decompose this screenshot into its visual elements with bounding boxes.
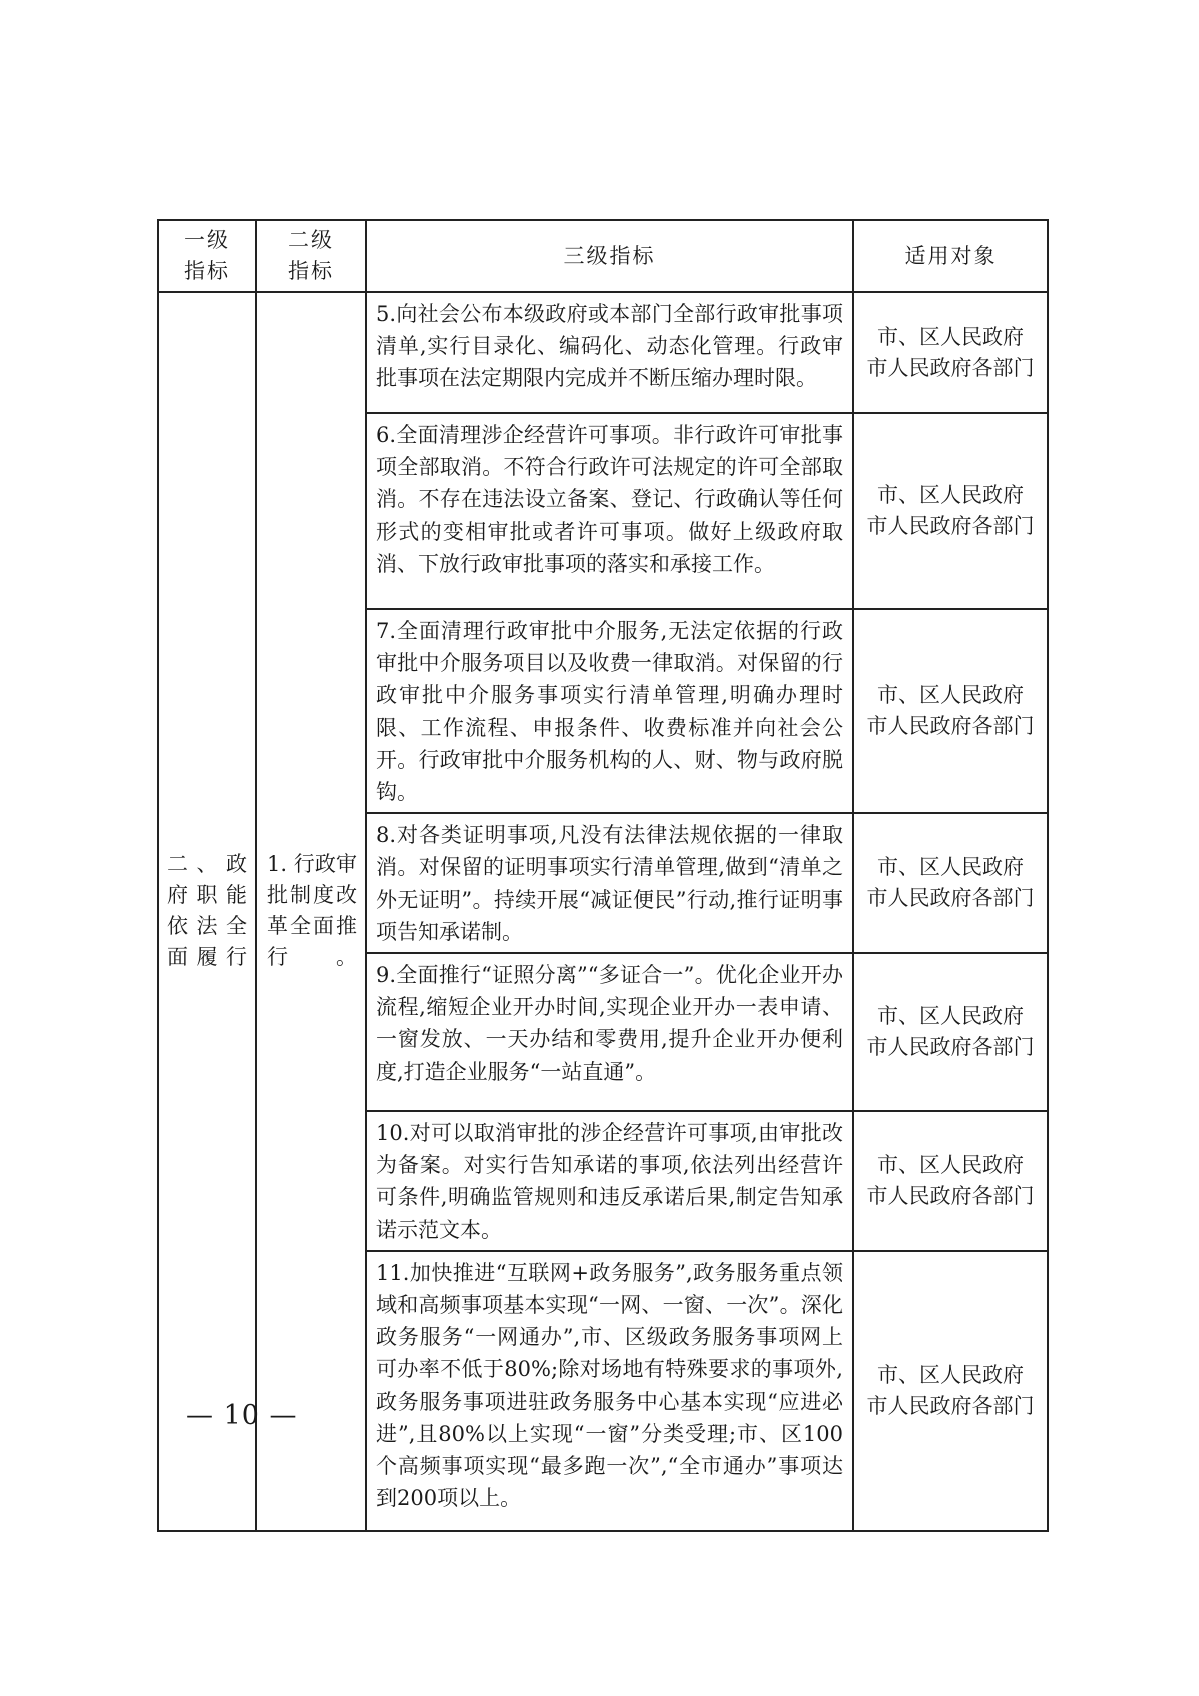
item-text: 9.全面推行“证照分离”“多证合一”。优化企业开办流程,缩短企业开办时间,实现企业开办一表申请、一窗发放、一天办结和零费用,提升企业开办便利度,打造企业服务“一站直通”。 <box>366 953 853 1111</box>
indicator-table <box>157 219 1049 1532</box>
target-line: 市人民政府各部门 <box>866 1183 1035 1208</box>
item-text: 7.全面清理行政审批中介服务,无法定依据的行政审批中介服务项目以及收费一律取消。对保留的行政审批中介服务事项实行清单管理,明确办理时限、工作流程、申报条件、收费标准并向社会公开。行政审批中介服务机构的人、财、物与政府脱钩。 <box>366 609 853 813</box>
target-line: 市、区人民政府 <box>877 1004 1024 1029</box>
item-text: 6.全面清理涉企经营许可事项。非行政许可审批事项全部取消。不符合行政许可法规定的许可全部取消。不存在违法设立备案、登记、行政确认等任何形式的变相审批或者许可事项。做好上级政府取消、下放行政审批事项的落实和承接工作。 <box>366 413 853 609</box>
target-line: 市人民政府各部门 <box>866 1393 1035 1418</box>
target-line: 市人民政府各部门 <box>866 355 1035 380</box>
target-line: 市人民政府各部门 <box>866 714 1035 739</box>
level2-indicator: 1. 行政审批制度改革全面推行。 <box>256 292 366 1531</box>
target-cell <box>853 1111 1048 1251</box>
page-number: — 10 — <box>186 1400 298 1431</box>
header-level1-text: 一级指标 <box>184 228 230 283</box>
target-line: 市、区人民政府 <box>877 1362 1024 1387</box>
target-cell <box>853 609 1048 813</box>
target-line: 市、区人民政府 <box>877 483 1024 507</box>
target-line: 市、区人民政府 <box>877 683 1024 708</box>
level1-indicator: 二、政府职能依法全面履行 <box>158 292 256 1531</box>
target-line: 市人民政府各部门 <box>866 1035 1035 1060</box>
target-cell <box>853 1251 1048 1531</box>
target-line: 市、区人民政府 <box>877 1152 1024 1177</box>
header-level3: 三级指标 <box>366 220 853 292</box>
target-line: 市人民政府各部门 <box>866 886 1035 911</box>
header-level2-text: 二级指标 <box>288 228 334 283</box>
header-level2 <box>256 220 366 292</box>
target-line: 市、区人民政府 <box>877 324 1024 349</box>
item-text: 8.对各类证明事项,凡没有法律法规依据的一律取消。对保留的证明事项实行清单管理,做到“清单之外无证明”。持续开展“减证便民”行动,推行证明事项告知承诺制。 <box>366 813 853 953</box>
target-line: 市人民政府各部门 <box>866 514 1035 538</box>
target-cell <box>853 953 1048 1111</box>
header-level1 <box>158 220 256 292</box>
target-cell <box>853 292 1048 413</box>
item-text: 10.对可以取消审批的涉企经营许可事项,由审批改为备案。对实行告知承诺的事项,依法列出经营许可条件,明确监管规则和违反承诺后果,制定告知承诺示范文本。 <box>366 1111 853 1251</box>
target-line: 市、区人民政府 <box>877 855 1024 880</box>
header-target: 适用对象 <box>853 220 1048 292</box>
table-header-row <box>158 220 1048 292</box>
table-row <box>158 292 1048 413</box>
target-cell <box>853 813 1048 953</box>
item-text: 5.向社会公布本级政府或本部门全部行政审批事项清单,实行目录化、编码化、动态化管理。行政审批事项在法定期限内完成并不断压缩办理时限。 <box>366 292 853 413</box>
target-cell <box>853 413 1048 609</box>
item-text: 11.加快推进“互联网+政务服务”,政务服务重点领域和高频事项基本实现“一网、一窗、一次”。深化政务服务“一网通办”,市、区级政务服务事项网上可办率不低于80%;除对场地有特殊要求的事项外,政务服务事项进驻政务服务中心基本实现“应进必进”,且80%以上实现“一窗”分类受理;市、区100个高频事项实现“最多跑一次”,“全市通办”事项达到200项以上。 <box>366 1251 853 1531</box>
